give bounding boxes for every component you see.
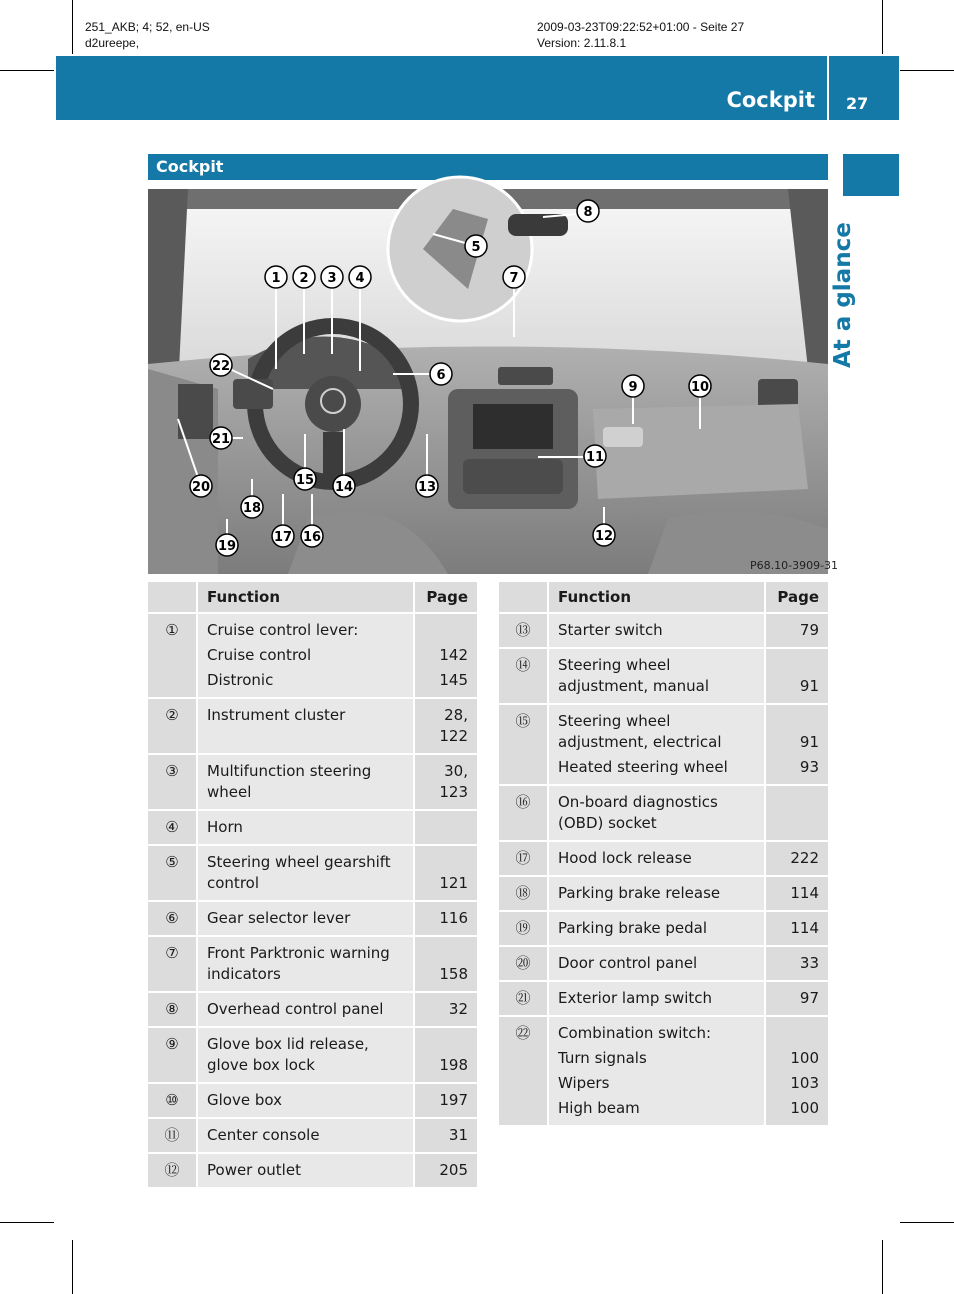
crop-mark xyxy=(72,0,73,54)
row-page xyxy=(766,912,828,947)
callout-20-label: 20 xyxy=(191,480,211,495)
page-ref xyxy=(424,620,468,641)
meta-line: 2009-03-23T09:22:52+01:00 - Seite 27 xyxy=(537,20,745,34)
page-ref: 100 xyxy=(790,1099,819,1117)
photo-code: P68.10-3909-31 xyxy=(750,559,839,572)
page-ref: 121 xyxy=(439,874,468,892)
callout-2-label: 2 xyxy=(299,271,309,286)
row-number: ⑳ xyxy=(499,947,549,982)
function-text: Starter switch xyxy=(558,621,663,639)
row-number: ⑰ xyxy=(499,842,549,877)
row-number: ⑬ xyxy=(499,614,549,649)
callout-16 xyxy=(301,525,323,547)
row-function xyxy=(549,786,766,842)
function-text: Distronic xyxy=(207,671,274,689)
table-row xyxy=(148,699,477,755)
row-number: ㉑ xyxy=(499,982,549,1017)
callout-18 xyxy=(241,496,263,518)
function-text: Heated steering wheel xyxy=(558,758,728,776)
callout-14-label: 14 xyxy=(334,480,354,495)
page-ref: 91 xyxy=(799,677,819,695)
row-page xyxy=(415,811,477,846)
row-number: ⑫ xyxy=(148,1154,198,1189)
function-text: Turn signals xyxy=(558,1049,647,1067)
table-row xyxy=(499,705,828,786)
page-ref: 97 xyxy=(799,989,819,1007)
meta-line: 251_AKB; 4; 52, en-US xyxy=(85,20,210,34)
table-row xyxy=(148,614,477,699)
meta-line: d2ureepe, xyxy=(85,36,140,50)
table-row xyxy=(499,649,828,705)
callout-1 xyxy=(265,266,287,288)
table-row xyxy=(148,993,477,1028)
function-text: Steering wheel adjustment, manual xyxy=(558,656,710,695)
function-text: Gear selector lever xyxy=(207,909,351,927)
row-page xyxy=(766,786,828,842)
page-ref: 145 xyxy=(439,671,468,689)
callout-19 xyxy=(216,534,238,556)
row-function xyxy=(198,902,415,937)
page-ref xyxy=(775,1023,819,1044)
function-text: Overhead control panel xyxy=(207,1000,384,1018)
row-number: ① xyxy=(148,614,198,699)
row-function xyxy=(198,846,415,902)
page-ref: 28, 122 xyxy=(439,706,468,745)
page-ref: 33 xyxy=(799,954,819,972)
section-heading: Cockpit xyxy=(148,154,828,180)
function-text: Front Parktronic warning indicators xyxy=(207,944,390,983)
callout-1-label: 1 xyxy=(271,271,281,286)
callout-22-label: 22 xyxy=(211,359,231,374)
row-number: ⑩ xyxy=(148,1084,198,1119)
callout-17 xyxy=(272,525,294,547)
function-text: Instrument cluster xyxy=(207,706,346,724)
page-ref: 30, 123 xyxy=(439,762,468,801)
page-ref: 142 xyxy=(439,646,468,664)
function-text: High beam xyxy=(558,1099,640,1117)
table-row xyxy=(148,811,477,846)
row-function xyxy=(198,1028,415,1084)
row-page xyxy=(766,614,828,649)
row-page xyxy=(766,705,828,786)
function-text: Wipers xyxy=(558,1074,610,1092)
row-page xyxy=(415,1154,477,1189)
page-ref: 103 xyxy=(790,1074,819,1092)
callout-13-label: 13 xyxy=(417,480,437,495)
callout-6 xyxy=(430,363,452,385)
row-page xyxy=(415,1119,477,1154)
callout-12 xyxy=(593,524,615,546)
row-page xyxy=(415,902,477,937)
table-body xyxy=(499,614,828,1127)
row-function xyxy=(549,947,766,982)
row-function xyxy=(549,705,766,786)
callout-5-label: 5 xyxy=(471,240,481,255)
crop-mark xyxy=(900,1222,954,1223)
callout-11 xyxy=(584,445,606,467)
callout-2 xyxy=(293,266,315,288)
callout-21-label: 21 xyxy=(211,432,231,447)
page-ref: 31 xyxy=(448,1126,468,1144)
callout-4 xyxy=(349,266,371,288)
row-function xyxy=(198,811,415,846)
row-page xyxy=(415,755,477,811)
crop-mark xyxy=(882,1240,883,1294)
row-function xyxy=(549,982,766,1017)
print-meta-right xyxy=(537,19,744,51)
function-text: Parking brake release xyxy=(558,884,721,902)
page-ref: 32 xyxy=(448,1000,468,1018)
table-row xyxy=(148,1084,477,1119)
function-text: Multifunction steering wheel xyxy=(207,762,372,801)
page-ref: 79 xyxy=(799,621,819,639)
row-function xyxy=(198,993,415,1028)
row-number: ⑯ xyxy=(499,786,549,842)
function-text: On-board diagnostics (OBD) socket xyxy=(558,793,718,832)
function-text: Hood lock release xyxy=(558,849,692,867)
row-function xyxy=(549,1017,766,1127)
row-number: ② xyxy=(148,699,198,755)
crop-mark xyxy=(72,1240,73,1294)
table-row xyxy=(499,842,828,877)
column-header-page: Page xyxy=(766,582,828,614)
callout-3-label: 3 xyxy=(327,271,337,286)
page-ref xyxy=(775,813,819,834)
column-header-function: Function xyxy=(549,582,766,614)
callout-8 xyxy=(577,200,599,222)
table-row xyxy=(499,877,828,912)
function-text: Cruise control xyxy=(207,646,312,664)
callout-7 xyxy=(503,266,525,288)
row-page xyxy=(415,614,477,699)
meta-line: Version: 2.11.8.1 xyxy=(537,36,627,50)
page-ref: 116 xyxy=(439,909,468,927)
page-number: 27 xyxy=(846,94,869,113)
row-function xyxy=(549,842,766,877)
table-row xyxy=(499,786,828,842)
row-page xyxy=(415,699,477,755)
callout-8-label: 8 xyxy=(583,205,593,220)
print-meta-left xyxy=(85,19,210,51)
row-number: ③ xyxy=(148,755,198,811)
table-row xyxy=(148,1119,477,1154)
row-page xyxy=(766,982,828,1017)
cockpit-photo xyxy=(148,189,839,574)
column-header-page: Page xyxy=(415,582,477,614)
header-divider xyxy=(827,56,829,120)
function-text: Cruise control lever: xyxy=(207,621,359,639)
callout-12-label: 12 xyxy=(594,529,614,544)
callout-13 xyxy=(416,475,438,497)
callout-19-label: 19 xyxy=(217,539,237,554)
page-title: Cockpit xyxy=(726,88,815,112)
function-text: Parking brake pedal xyxy=(558,919,708,937)
callout-10-label: 10 xyxy=(690,380,710,395)
callout-9 xyxy=(622,375,644,397)
callout-7-label: 7 xyxy=(509,271,519,286)
row-function xyxy=(198,755,415,811)
callout-22 xyxy=(210,354,232,376)
function-text: Combination switch: xyxy=(558,1024,712,1042)
function-text: Center console xyxy=(207,1126,320,1144)
function-text: Horn xyxy=(207,818,243,836)
function-text: Power outlet xyxy=(207,1161,301,1179)
row-number: ④ xyxy=(148,811,198,846)
row-page xyxy=(766,1017,828,1127)
function-text: Door control panel xyxy=(558,954,698,972)
function-text: Glove box xyxy=(207,1091,282,1109)
column-header-function: Function xyxy=(198,582,415,614)
callout-4-label: 4 xyxy=(355,271,365,286)
row-page xyxy=(766,842,828,877)
side-tab xyxy=(843,154,899,196)
function-table-right xyxy=(499,582,828,1127)
cockpit-illustration xyxy=(148,189,839,574)
row-number: ⑥ xyxy=(148,902,198,937)
table-row xyxy=(148,846,477,902)
table-row xyxy=(148,937,477,993)
column-header-number xyxy=(148,582,198,614)
callout-15-label: 15 xyxy=(295,473,315,488)
page-ref: 205 xyxy=(439,1161,468,1179)
row-number: ⑤ xyxy=(148,846,198,902)
column-header-number xyxy=(499,582,549,614)
page-ref: 93 xyxy=(799,758,819,776)
table-header-row xyxy=(148,582,477,614)
callout-11-label: 11 xyxy=(585,450,605,465)
function-text: Exterior lamp switch xyxy=(558,989,713,1007)
callout-18-label: 18 xyxy=(242,501,262,516)
row-number: ⑦ xyxy=(148,937,198,993)
crop-mark xyxy=(0,70,54,71)
table-row xyxy=(148,902,477,937)
table-body xyxy=(148,614,477,1189)
row-page xyxy=(415,937,477,993)
function-text: Steering wheel gearshift control xyxy=(207,853,391,892)
function-text: Steering wheel adjustment, electrical xyxy=(558,712,722,751)
callout-15 xyxy=(294,468,316,490)
crop-mark xyxy=(900,70,954,71)
callout-6-label: 6 xyxy=(436,368,446,383)
table-header-row xyxy=(499,582,828,614)
page-ref: 158 xyxy=(439,965,468,983)
row-function xyxy=(549,614,766,649)
function-text: Glove box lid release, glove box lock xyxy=(207,1035,369,1074)
row-function xyxy=(198,699,415,755)
callout-14 xyxy=(333,475,355,497)
table-row xyxy=(499,912,828,947)
page-ref: 114 xyxy=(790,919,819,937)
row-number: ㉒ xyxy=(499,1017,549,1127)
crop-mark xyxy=(0,1222,54,1223)
row-function xyxy=(198,614,415,699)
table-row xyxy=(148,755,477,811)
table-row xyxy=(148,1028,477,1084)
row-number: ⑪ xyxy=(148,1119,198,1154)
crop-mark xyxy=(882,0,883,54)
table-row xyxy=(499,614,828,649)
row-number: ⑭ xyxy=(499,649,549,705)
page-ref: 222 xyxy=(790,849,819,867)
callout-20 xyxy=(190,475,212,497)
row-function xyxy=(549,877,766,912)
page-ref: 198 xyxy=(439,1056,468,1074)
row-number: ⑨ xyxy=(148,1028,198,1084)
table-row xyxy=(499,982,828,1017)
callout-9-label: 9 xyxy=(628,380,638,395)
row-page xyxy=(415,993,477,1028)
callout-21 xyxy=(210,427,232,449)
page-header xyxy=(56,56,899,120)
callout-10 xyxy=(689,375,711,397)
page-ref: 100 xyxy=(790,1049,819,1067)
row-function xyxy=(549,912,766,947)
row-function xyxy=(198,937,415,993)
row-function xyxy=(198,1119,415,1154)
callout-17-label: 17 xyxy=(273,530,293,545)
page-ref xyxy=(424,817,468,838)
row-function xyxy=(549,649,766,705)
row-page xyxy=(415,1028,477,1084)
row-page xyxy=(766,877,828,912)
row-number: ⑱ xyxy=(499,877,549,912)
table-row xyxy=(499,947,828,982)
row-page xyxy=(415,846,477,902)
row-number: ⑮ xyxy=(499,705,549,786)
row-number: ⑧ xyxy=(148,993,198,1028)
row-page xyxy=(766,649,828,705)
page-ref: 91 xyxy=(799,733,819,751)
row-function xyxy=(198,1154,415,1189)
side-tab-label: At a glance xyxy=(830,222,856,368)
callout-16-label: 16 xyxy=(302,530,322,545)
function-table-left xyxy=(148,582,477,1189)
callout-3 xyxy=(321,266,343,288)
row-page xyxy=(415,1084,477,1119)
row-page xyxy=(766,947,828,982)
page-ref: 197 xyxy=(439,1091,468,1109)
callout-5 xyxy=(465,235,487,257)
table-row xyxy=(148,1154,477,1189)
row-number: ⑲ xyxy=(499,912,549,947)
page-ref: 114 xyxy=(790,884,819,902)
table-row xyxy=(499,1017,828,1127)
row-function xyxy=(198,1084,415,1119)
